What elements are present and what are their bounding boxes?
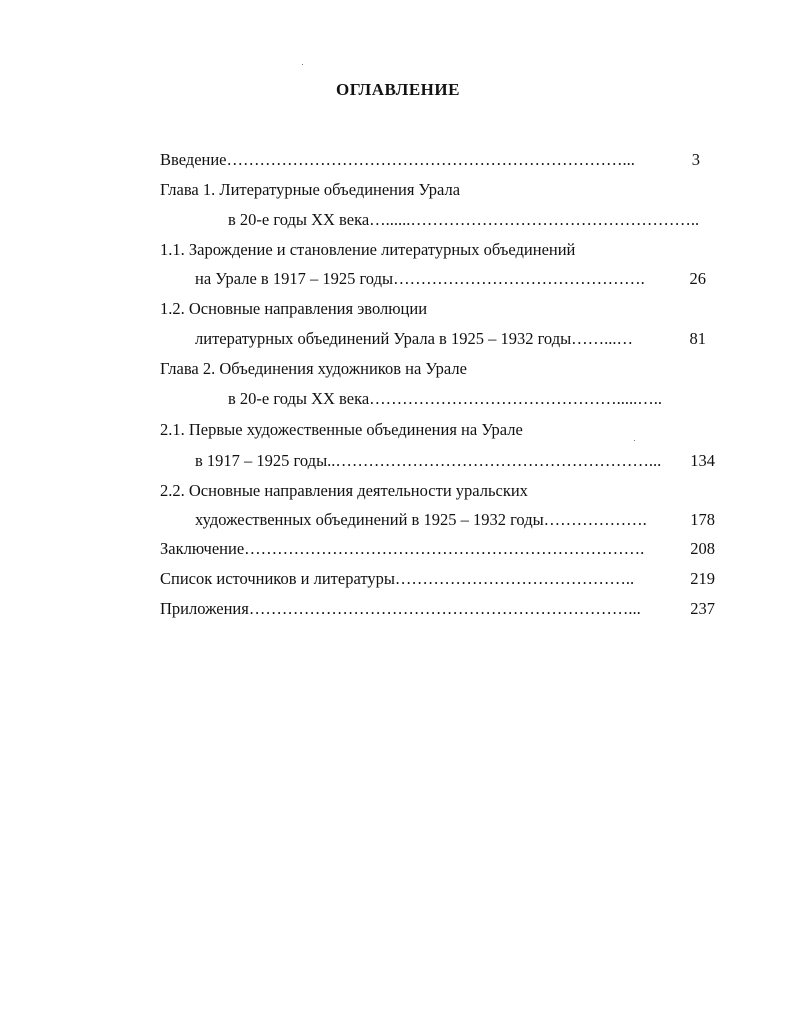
toc-line-section-1-2-cont: литературных объединений Урала в 1925 – 1932 годы……...…: [195, 329, 634, 348]
toc-line-section-1-2: 1.2. Основные направления эволюции: [160, 299, 428, 318]
toc-line-section-2-2-cont: художественных объединений в 1925 – 1932 годы……………….: [195, 510, 647, 529]
toc-line-section-1-1-cont: на Урале в 1917 – 1925 годы……………………………………….: [195, 269, 645, 288]
toc-page-sources: 219: [690, 569, 715, 588]
toc-line-chapter-2-cont: в 20-е годы XX века……………………………………….....…..: [228, 389, 663, 408]
toc-line-chapter-2: Глава 2. Объединения художников на Урале: [160, 359, 467, 378]
scan-speck: [302, 64, 303, 65]
toc-line-chapter-1-cont: в 20-е годы XX века…......……………………………………………..: [228, 210, 700, 229]
toc-page-section-2-2: 178: [690, 510, 715, 529]
toc-page-section-1-1: 26: [689, 269, 706, 288]
toc-page-appendices: 237: [690, 599, 715, 618]
toc-line-appendices: Приложения……………………………………………………………...: [160, 599, 641, 618]
toc-line-conclusion: Заключение……………………………………………………………….: [160, 539, 645, 558]
toc-line-introduction: Введение………………………………………………………………...: [160, 150, 635, 169]
toc-line-chapter-1: Глава 1. Литературные объединения Урала: [160, 180, 461, 199]
toc-page-introduction: 3: [691, 150, 700, 169]
toc-page-section-2-1: 134: [690, 451, 715, 470]
toc-title: ОГЛАВЛЕНИЕ: [336, 80, 460, 99]
toc-line-section-2-1: 2.1. Первые художественные объединения на Урале: [160, 420, 523, 439]
toc-line-section-1-1: 1.1. Зарождение и становление литературных объединений: [160, 240, 576, 259]
toc-line-sources: Список источников и литературы……………………………………..: [160, 569, 635, 588]
toc-line-section-2-1-cont: в 1917 – 1925 годы..…………………………………………………...: [195, 451, 662, 470]
toc-line-section-2-2: 2.2. Основные направления деятельности уральских: [160, 481, 528, 500]
toc-page-conclusion: 208: [690, 539, 715, 558]
scan-speck: [634, 440, 635, 441]
toc-page-section-1-2: 81: [689, 329, 706, 348]
